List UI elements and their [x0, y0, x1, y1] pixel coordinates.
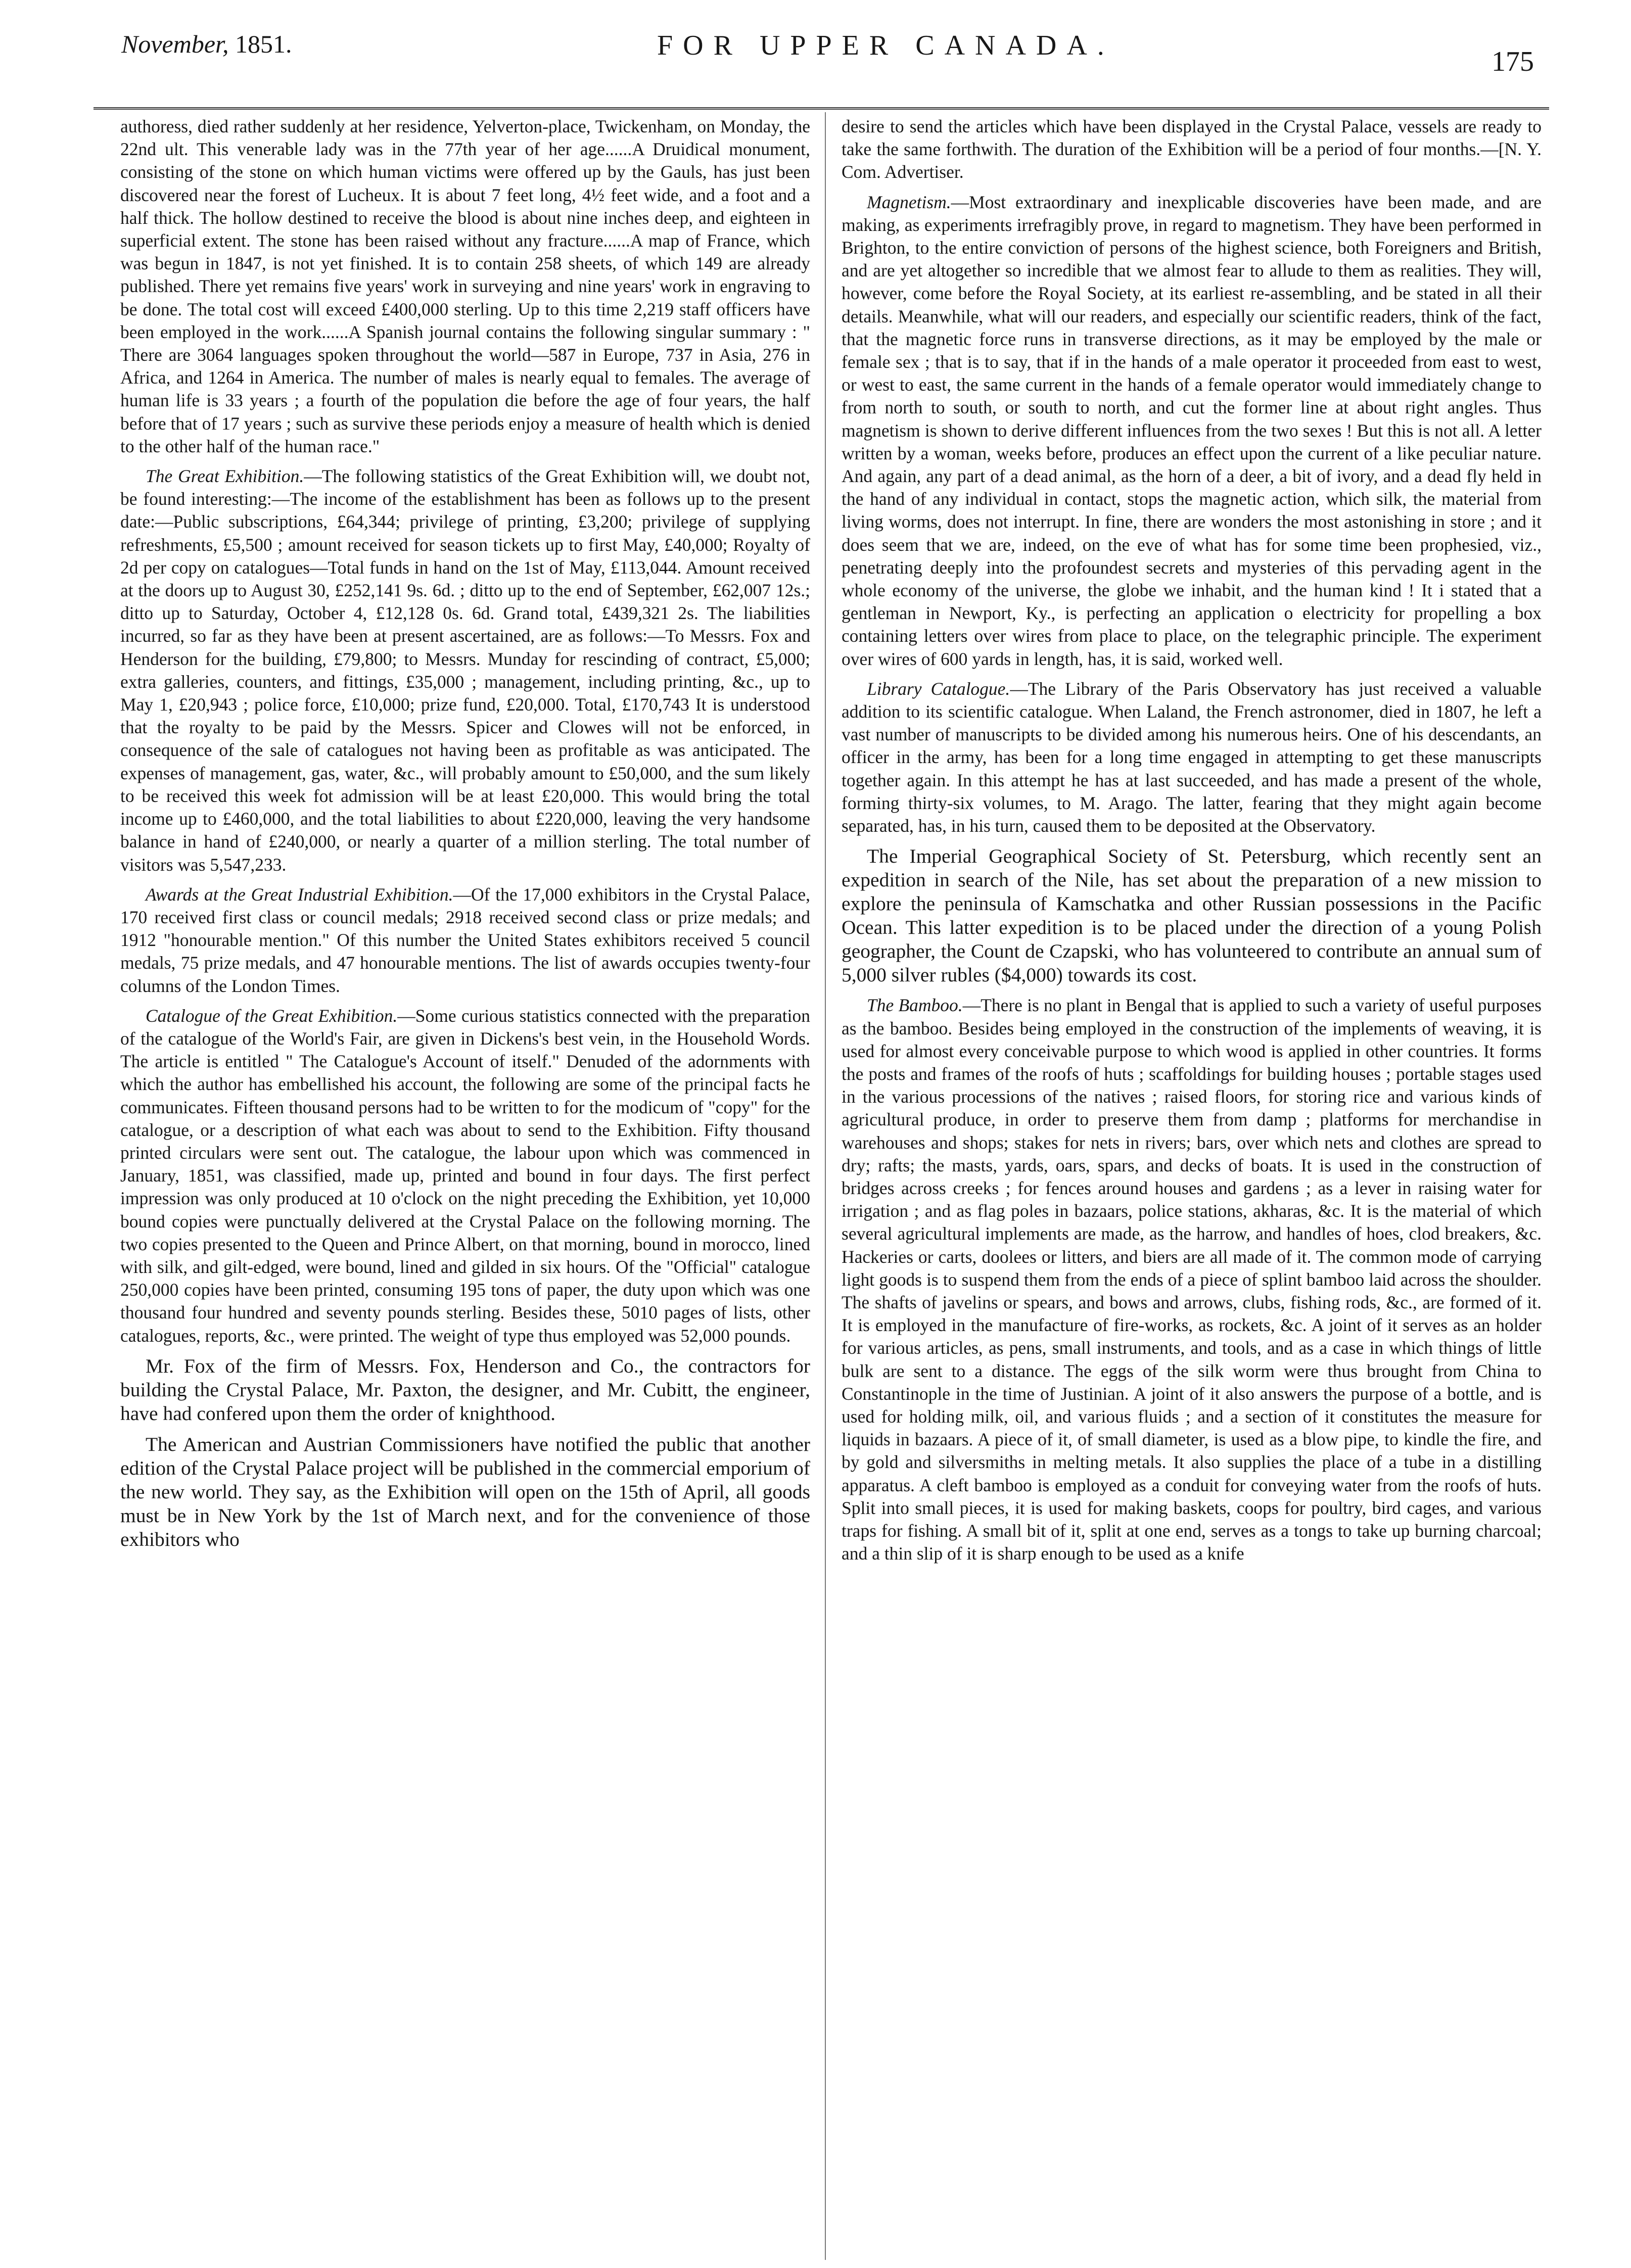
article-body: —Of the 17,000 exhibitors in the Crystal Palace, 170 received first class or council medals; 2918 received second class or prize medals; and 1912 "honourable mention." Of this number the United States exhibitors received 5 council medals, 75 prize medals, and 47 honourable mentions. The list of awards occupies twenty-four columns of the London Times. [120, 884, 811, 996]
article-paragraph [120, 883, 810, 998]
column-divider [825, 112, 826, 2260]
article-heading: Awards at the Great Industrial Exhibition. [146, 884, 453, 905]
year-label: 1851. [235, 30, 292, 58]
article-paragraph [842, 191, 1542, 671]
header-rule [94, 107, 1549, 110]
article-heading: Catalogue of the Great Exhibition. [146, 1005, 398, 1026]
article-body: —Most extraordinary and inexplicable discoveries have been made, and are making, as experiments irrefragibly prove, in regard to magnetism. They have been performed in Brighton, to the entire conviction of persons of the highest science, both Foreigners and British, and are yet altogether so incredible that we almost fear to allude to them as realities. They will, however, come before the Royal Society, at its earliest re-assembling, and be stated in all their details. Meanwhile, what will our readers, and especially our scientific readers, think of the fact, that the magnetic force runs in transverse directions, as it may be employed by the male or female sex ; that is to say, that if in the hands of a male operator it proceeded from east to west, or west to east, the same current in the hands of a female operator would immediately change to from north to south, or south to north, and cut the former line at about right angles. Thus magnetism is shown to derive different influences from the two sexes ! But this is not all. A letter written by a woman, weeks before, produces an effect upon the current of a like peculiar nature. And again, any part of a dead animal, as the horn of a deer, a bit of ivory, and a dead fly held in the hand of any individual in contact, stops the magnetic action, which silk, the material from living worms, does not interrupt. In fine, there are wonders the most astonishing in store ; and it does seem that we are, indeed, on the eve of what has for some time been prophesied, viz., penetrating deeply into the profoundest secrets and mysteries of this pervading agent in the whole economy of the universe, the globe we inhabit, and the human kind ! It i stated that a gentleman in Newport, Ky., is perfecting an application o electricity for propelling a box containing letters over wires from place to place, on the telegraphic principle. The experiment over wires of 600 yards in length, has, it is said, worked well. [842, 192, 1542, 669]
article-paragraph [120, 1005, 810, 1347]
article-body: —The following statistics of the Great Exhibition will, we doubt not, be found interesting:—The income of the establishment has been as follows up to the present date:—Public subscriptions, £64,344; privilege of printing, £3,200; privilege of supplying refreshments, £5,500 ; amount received for season tickets up to first May, £40,000; Royalty of 2d per copy on catalogues—Total funds in hand on the 1st of May, £113,044. Amount received at the doors up to August 30, £252,141 9s. 6d. ; ditto up to the end of September, £62,007 12s.; ditto up to Saturday, October 4, £12,128 0s. 6d. Grand total, £439,321 2s. The liabilities incurred, so far as they have been at present ascertained, are as follows:—To Messrs. Fox and Henderson for the building, £79,800; to Messrs. Munday for rescinding of contract, £5,000; extra galleries, counters, and fittings, £35,000 ; management, including printing, &c., up to May 1, £20,943 ; police force, £10,000; prize fund, £20,000. Total, £170,743 It is understood that the royalty to be paid by the Messrs. Spicer and Clowes will not be enforced, in consequence of the sale of catalogues not having been as profitable as was anticipated. The expenses of management, gas, water, &c., will probably amount to £50,000, and the sum likely to be received this week fot admission will be at least £20,000. This would bring the total income up to £460,000, and the total liabilities to about £220,000, leaving the very handsome balance in hand of £240,000, or nearly a quarter of a million sterling. The total number of visitors was 5,547,233. [120, 466, 810, 875]
article-heading: Library Catalogue. [867, 678, 1010, 699]
article-paragraph: The American and Austrian Commissioners have notified the public that another edition of the Crystal Palace project will be published in the commercial emporium of the new world. They say, as the Exhibition will open on the 15th of April, all goods must be in New York by the 1st of March next, and for the convenience of those exhibitors who [120, 1433, 810, 1550]
article-paragraph [120, 465, 810, 876]
running-title: FOR UPPER CANADA. [657, 30, 1114, 61]
article-heading: The Bamboo. [867, 995, 963, 1016]
left-column [120, 115, 810, 1558]
right-column [842, 115, 1542, 1572]
page-header [0, 25, 1631, 76]
article-paragraph: The Imperial Geographical Society of St. Petersburg, which recently sent an expedition in search of the Nile, has set about the preparation of a new mission to explore the peninsula of Kamschatka and other Russian possessions in the Pacific Ocean. This latter expedition is to be placed under the direction of a young Polish geographer, the Count de Czapski, who has volunteered to contribute an annual sum of 5,000 silver rubles ($4,000) towards its cost. [842, 845, 1542, 986]
article-body: —Some curious statistics connected with the preparation of the catalogue of the World's Fair, are given in Dickens's best vein, in the Household Words. The article is entitled " The Catalogue's Account of itself." Denuded of the adornments with which the author has embellished his account, the following are some of the principal facts he communicates. Fifteen thousand persons had to be written to for the modicum of "copy" for the catalogue, or a description of what each was about to send to the Exhibition. Fifty thousand printed circulars were sent out. The catalogue, the labour upon which was commenced in January, 1851, was classified, made up, printed and bound in four days. The first perfect impression was only produced at 10 o'clock on the night preceding the Exhibition, yet 10,000 bound copies were punctually delivered at the Crystal Palace on the following morning. The two copies presented to the Queen and Prince Albert, on that morning, bound in morocco, lined with silk, and gilt-edged, were bound, lined and gilded in six hours. Of the "Official" catalogue 250,000 copies have been printed, consuming 195 tons of paper, the duty upon which was one thousand four hundred and seventy pounds sterling. Besides these, 5010 pages of lists, other catalogues, reports, &c., were printed. The weight of type thus employed was 52,000 pounds. [120, 1005, 811, 1346]
article-paragraph [842, 678, 1542, 837]
article-body: —The Library of the Paris Observatory has just received a valuable addition to its scientific catalogue. When Laland, the French astronomer, died in 1807, he left a vast number of manuscripts to be divided among his numerous heirs. One of his descendants, an officer in the army, has been for a long time engaged in attempting to get these manuscripts together again. In this attempt he has at last succeeded, and has made a present of the whole, forming thirty-six volumes, to M. Arago. The latter, fearing that they might again become separated, has, in his turn, caused them to be deposited at the Observatory. [842, 678, 1542, 836]
page-number: 175 [1492, 46, 1534, 77]
article-body: —There is no plant in Bengal that is applied to such a variety of useful purposes as the bamboo. Besides being employed in the construction of the implements of weaving, it is used for almost every conceivable purpose to which wood is applied in other countries. It forms the posts and frames of the roofs of huts ; scaffoldings for building houses ; portable stages used in the various processions of the natives ; raised floors, for storing rice and various kinds of agricultural produce, in order to preserve them from damp ; platforms for merchandise in warehouses and shops; stakes for nets in rivers; bars, over which nets and clothes are spread to dry; rafts; the masts, yards, oars, spars, and decks of boats. It is used in the construction of bridges across creeks ; for fences around houses and gardens ; as a lever in raising water for irrigation ; and as flag poles in bazaars, police stations, akharas, &c. It is the material of which several agricultural implements are made, as the harrow, and handles of hoes, clod breakers, &c. Hackeries or carts, doolees or litters, and biers are all made of it. The common mode of carrying light goods is to suspend them from the ends of a piece of splint bamboo laid across the shoulder. The shafts of javelins or spears, and bows and arrows, clubs, fishing rods, &c., are formed of it. It is employed in the manufacture of fire-works, as rockets, &c. A joint of it serves as an holder for various articles, as pens, small instruments, and tools, and as a case in which things of little bulk are sent to a distance. The eggs of the silk worm were thus brought from China to Constantinople in the time of Justinian. A joint of it also answers the purpose of a bottle, and is used for holding milk, oil, and various fluids ; and a section of it constitutes the measure for liquids in bazaars. A piece of it, of small diameter, is used as a blow pipe, to kindle the fire, and by gold and silversmiths in melting metals. It also supplies the place of a tube in a distilling apparatus. A cleft bamboo is employed as a conduit for conveying water from the roofs of huts. Split into small pieces, it is used for making baskets, coops for poultry, bird cages, and various traps for fishing. A small bit of it, split at one end, serves as a tongs to take up burning charcoal; and a thin slip of it is sharp enough to be used as a knife [842, 995, 1542, 1564]
article-paragraph: authoress, died rather suddenly at her residence, Yelverton-place, Twickenham, on Monday, the 22nd ult. This venerable lady was in the 77th year of her age......A Druidical monument, consisting of the stone on which human victims were offered up by the Gauls, has just been discovered near the forest of Lucheux. It is about 7 feet long, 4½ feet wide, and a foot and a half thick. The hollow destined to receive the blood is about nine inches deep, and eighteen in superficial extent. The stone has been raised without any fracture......A map of France, which was begun in 1847, is not yet finished. It is to contain 258 sheets, of which 149 are already published. There yet remains five years' work in surveying and nine years' work in engraving to be done. The total cost will exceed £400,000 sterling. Up to this time 2,219 staff officers have been employed in the work......A Spanish journal contains the following singular summary : " There are 3064 languages spoken throughout the world—587 in Europe, 737 in Asia, 276 in Africa, and 1264 in America. The number of males is nearly equal to females. The average of human life is 33 years ; a fourth of the population die before the age of four years, the half before that of 17 years ; such as survive these periods enjoy a measure of health which is denied to the other half of the human race." [120, 116, 810, 456]
article-heading: Magnetism. [867, 192, 951, 212]
article-paragraph [842, 994, 1542, 1565]
article-heading: The Great Exhibition. [146, 466, 304, 487]
running-date [121, 29, 292, 59]
month-label: November, [121, 30, 229, 58]
article-paragraph: desire to send the articles which have been displayed in the Crystal Palace, vessels are ready to take the same forthwith. The duration of the Exhibition will be a period of four months.—[N. Y. Com. Advertiser. [842, 116, 1542, 182]
article-paragraph: Mr. Fox of the firm of Messrs. Fox, Henderson and Co., the contractors for building the Crystal Palace, Mr. Paxton, the designer, and Mr. Cubitt, the engineer, have had confered upon them the order of knighthood. [120, 1354, 810, 1425]
